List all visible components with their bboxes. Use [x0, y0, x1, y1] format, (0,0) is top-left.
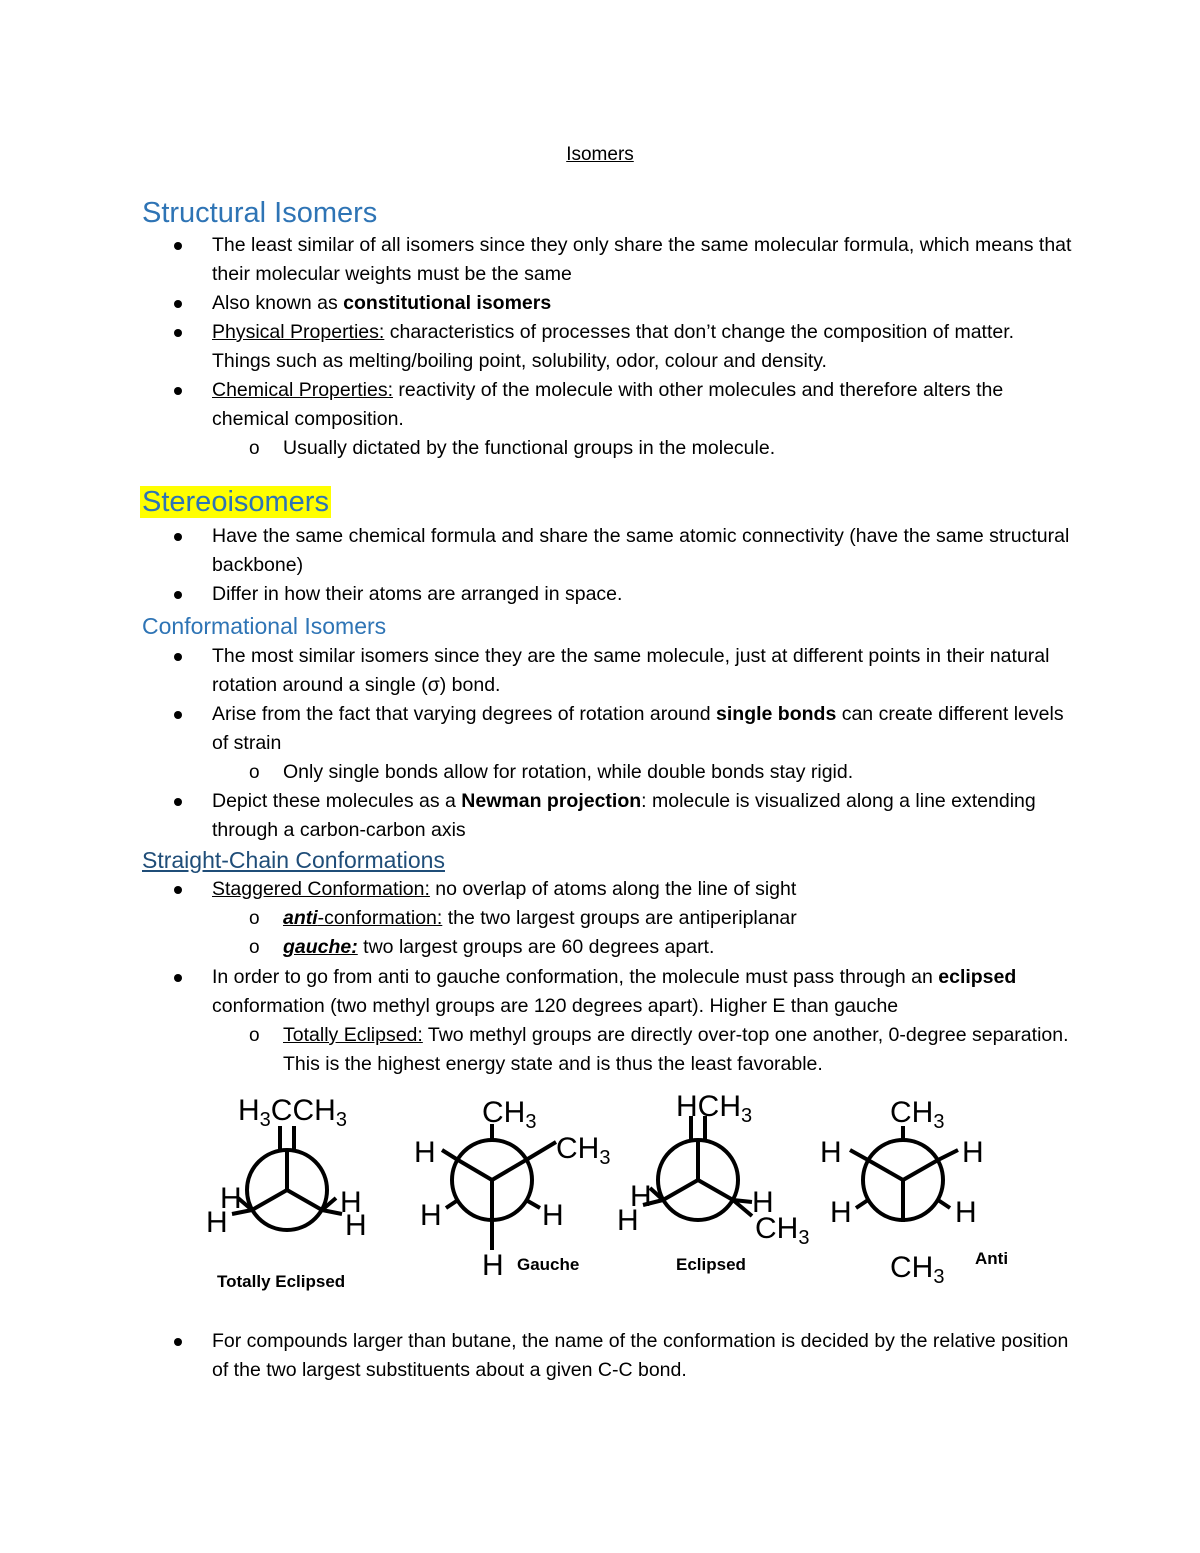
sub-list-item: o Totally Eclipsed: Two methyl groups are directly over-top one another, 0-degree separation. This is the highest energy state and is thus the least favorable.: [283, 1021, 1073, 1079]
bullet-icon: [174, 798, 182, 806]
caption-totally-eclipsed: Totally Eclipsed: [217, 1272, 346, 1291]
label-h: H: [617, 1204, 639, 1237]
bullet-icon: [174, 1338, 182, 1346]
label-ch3: $CH_3$: [482, 1096, 537, 1133]
label-h: H: [830, 1196, 852, 1229]
label-hch3: $HCH_3$: [676, 1090, 753, 1127]
sub-list-item: o Only single bonds allow for rotation, while double bonds stay rigid.: [283, 758, 1083, 787]
caption-anti: Anti: [975, 1249, 1009, 1268]
list-item: For compounds larger than butane, the name of the conformation is decided by the relative position of the two largest substituents about a given C-C bond.: [212, 1327, 1072, 1385]
label-h: H: [206, 1206, 228, 1239]
heading-straight-chain-conformations: Straight-Chain Conformations: [142, 847, 445, 873]
list-item: Differ in how their atoms are arranged in space.: [212, 580, 1072, 609]
bullet-icon: [174, 711, 182, 719]
list-item: The most similar isomers since they are the same molecule, just at different points in their natural rotation around a single (σ) bond.: [212, 642, 1072, 700]
list-item: Staggered Conformation: no overlap of atoms along the line of sight: [212, 875, 1072, 904]
label-h3c: $H_3CCH_3$: [238, 1094, 347, 1131]
label-h: H: [630, 1180, 652, 1213]
caption-gauche: Gauche: [517, 1255, 580, 1274]
circle-bullet-icon: o: [249, 438, 260, 459]
bullet-icon: [174, 300, 182, 308]
list-item: Physical Properties: characteristics of processes that don’t change the composition of matter. Things such as melting/boiling point, solubility, odor, colour and density.: [212, 318, 1072, 376]
label-h: H: [482, 1249, 504, 1282]
bullet-icon: [174, 387, 182, 395]
circle-bullet-icon: o: [249, 762, 260, 783]
newman-gauche: [442, 1124, 556, 1250]
caption-eclipsed: Eclipsed: [676, 1255, 746, 1274]
heading-stereoisomers: Stereoisomers: [142, 486, 329, 518]
label-h: H: [962, 1136, 984, 1169]
label-h: H: [340, 1186, 362, 1219]
label-ch3: $CH_3$: [890, 1096, 945, 1133]
newman-eclipsed: [643, 1116, 752, 1220]
list-item: The least similar of all isomers since they only share the same molecular formula, which means that their molecular weights must be the same: [212, 231, 1072, 289]
label-ch3: $CH_3$: [755, 1212, 810, 1249]
newman-anti: [850, 1126, 958, 1222]
bullet-icon: [174, 242, 182, 250]
list-item: In order to go from anti to gauche conformation, the molecule must pass through an eclipsed conformation (two methyl groups are 120 degrees apart). Higher E than gauche: [212, 963, 1072, 1021]
label-h: H: [414, 1136, 436, 1169]
circle-bullet-icon: o: [249, 937, 260, 958]
bullet-icon: [174, 886, 182, 894]
newman-totally-eclipsed: [232, 1126, 342, 1230]
bullet-icon: [174, 329, 182, 337]
label-h: H: [220, 1182, 242, 1215]
list-item: Have the same chemical formula and share the same atomic connectivity (have the same structural backbone): [212, 522, 1072, 580]
page-title: Isomers: [566, 144, 634, 165]
label-h: H: [820, 1136, 842, 1169]
label-ch3: $CH_3$: [556, 1132, 611, 1169]
list-item: Also known as constitutional isomers: [212, 289, 1072, 318]
label-h: H: [420, 1199, 442, 1232]
circle-bullet-icon: o: [249, 1025, 260, 1046]
label-h: H: [752, 1186, 774, 1219]
circle-bullet-icon: o: [249, 908, 260, 929]
sub-list-item: o Usually dictated by the functional groups in the molecule.: [283, 434, 1083, 463]
heading-structural-isomers: Structural Isomers: [142, 197, 378, 229]
list-item: Arise from the fact that varying degrees of rotation around single bonds can create different levels of strain: [212, 700, 1072, 758]
bullet-icon: [174, 533, 182, 541]
bullet-icon: [174, 653, 182, 661]
bullet-icon: [174, 974, 182, 982]
list-item: Chemical Properties: reactivity of the molecule with other molecules and therefore alters the chemical composition.: [212, 376, 1072, 434]
label-h: H: [345, 1209, 367, 1242]
label-ch3: $CH_3$: [890, 1251, 945, 1288]
label-h: H: [542, 1199, 564, 1232]
list-item: Depict these molecules as a Newman projection: molecule is visualized along a line extending through a carbon-carbon axis: [212, 787, 1072, 845]
heading-conformational-isomers: Conformational Isomers: [142, 613, 387, 639]
label-h: H: [955, 1196, 977, 1229]
newman-projections-figure: [0, 1085, 1200, 1300]
sub-list-item: o gauche: two largest groups are 60 degrees apart.: [283, 933, 1083, 962]
bullet-icon: [174, 591, 182, 599]
sub-list-item: o anti-conformation: the two largest groups are antiperiplanar: [283, 904, 1083, 933]
